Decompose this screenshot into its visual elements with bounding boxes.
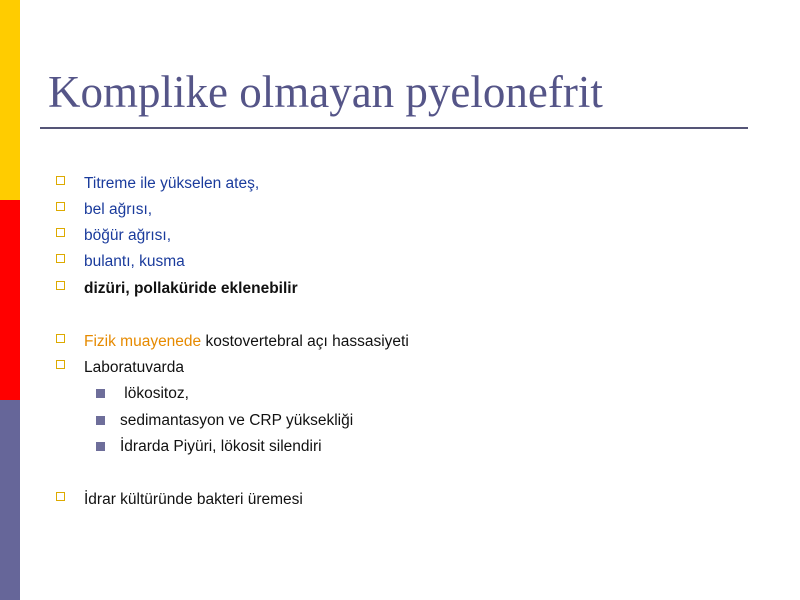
sub-bullet-text: lökositoz, — [120, 385, 189, 402]
bullet-text: dizüri, pollaküride eklenebilir — [84, 280, 298, 297]
bullet-text: bel ağrısı, — [84, 201, 153, 218]
bullet-text: bulantı, kusma — [84, 253, 185, 270]
bullet-text-rest: kostovertebral açı hassasiyeti — [201, 333, 409, 350]
hollow-square-icon — [56, 228, 65, 237]
bullet-text: Titreme ile yükselen ateş, — [84, 175, 260, 192]
side-bar-red — [0, 200, 20, 400]
filled-square-icon — [96, 416, 105, 425]
filled-square-icon — [96, 442, 105, 451]
side-bar-yellow — [0, 0, 20, 200]
hollow-square-icon — [56, 176, 65, 185]
bullet-text: Laboratuvarda — [84, 359, 184, 376]
hollow-square-icon — [56, 202, 65, 211]
bullet-text — [84, 333, 409, 351]
hollow-square-icon — [56, 492, 65, 501]
bullet-text: böğür ağrısı, — [84, 227, 172, 244]
sub-bullet-text: İdrarda Piyüri, lökosit silendiri — [120, 438, 322, 455]
hollow-square-icon — [56, 360, 65, 369]
bullet-text: İdrar kültüründe bakteri üremesi — [84, 491, 303, 508]
title-underline — [40, 127, 748, 129]
sub-bullet-text: sedimantasyon ve CRP yüksekliği — [120, 412, 354, 429]
hollow-square-icon — [56, 281, 65, 290]
slide-title: Komplike olmayan pyelonefrit — [48, 67, 603, 117]
hollow-square-icon — [56, 254, 65, 263]
highlight-text: Fizik muayenede — [84, 333, 202, 350]
filled-square-icon — [96, 389, 105, 398]
side-bar-purple — [0, 400, 20, 600]
hollow-square-icon — [56, 334, 65, 343]
